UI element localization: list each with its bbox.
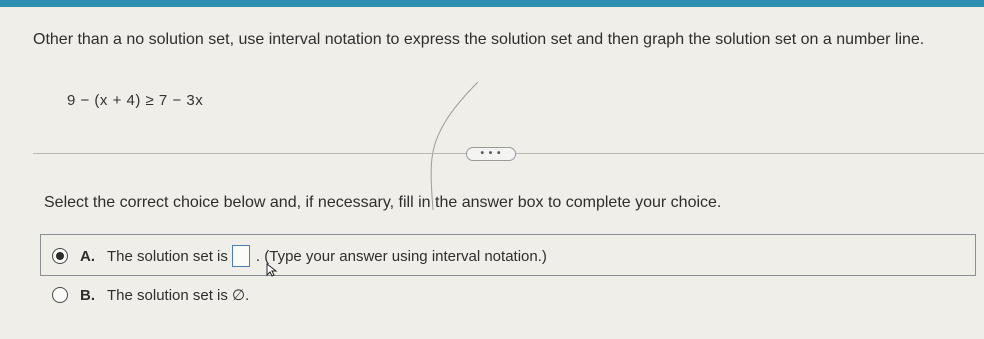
question-text: Other than a no solution set, use interval notation to express the solution set and then graph the solution set on a number line. — [33, 31, 925, 48]
answer-input-box[interactable] — [232, 245, 250, 267]
choice-a-text-before: The solution set is — [107, 247, 228, 265]
choice-a-radio[interactable] — [52, 248, 68, 264]
mouse-pointer-icon — [266, 263, 278, 277]
expand-more-button[interactable]: • • • — [466, 147, 516, 161]
radio-selected-dot — [56, 252, 64, 260]
instruction-text: Select the correct choice below and, if necessary, fill in the answer box to complete your choice. — [44, 194, 722, 211]
top-accent-bar — [0, 0, 984, 7]
choice-a-letter: A. — [80, 247, 95, 265]
choice-b[interactable] — [52, 286, 249, 304]
choice-b-letter: B. — [80, 286, 95, 304]
choice-b-text: The solution set is ∅. — [107, 287, 250, 304]
choice-b-radio[interactable] — [52, 287, 68, 303]
choice-a[interactable] — [52, 245, 547, 267]
inequality-expression: 9 − (x + 4) ≥ 7 − 3x — [67, 92, 204, 109]
choice-a-text-after: . (Type your answer using interval notation.) — [255, 247, 547, 265]
